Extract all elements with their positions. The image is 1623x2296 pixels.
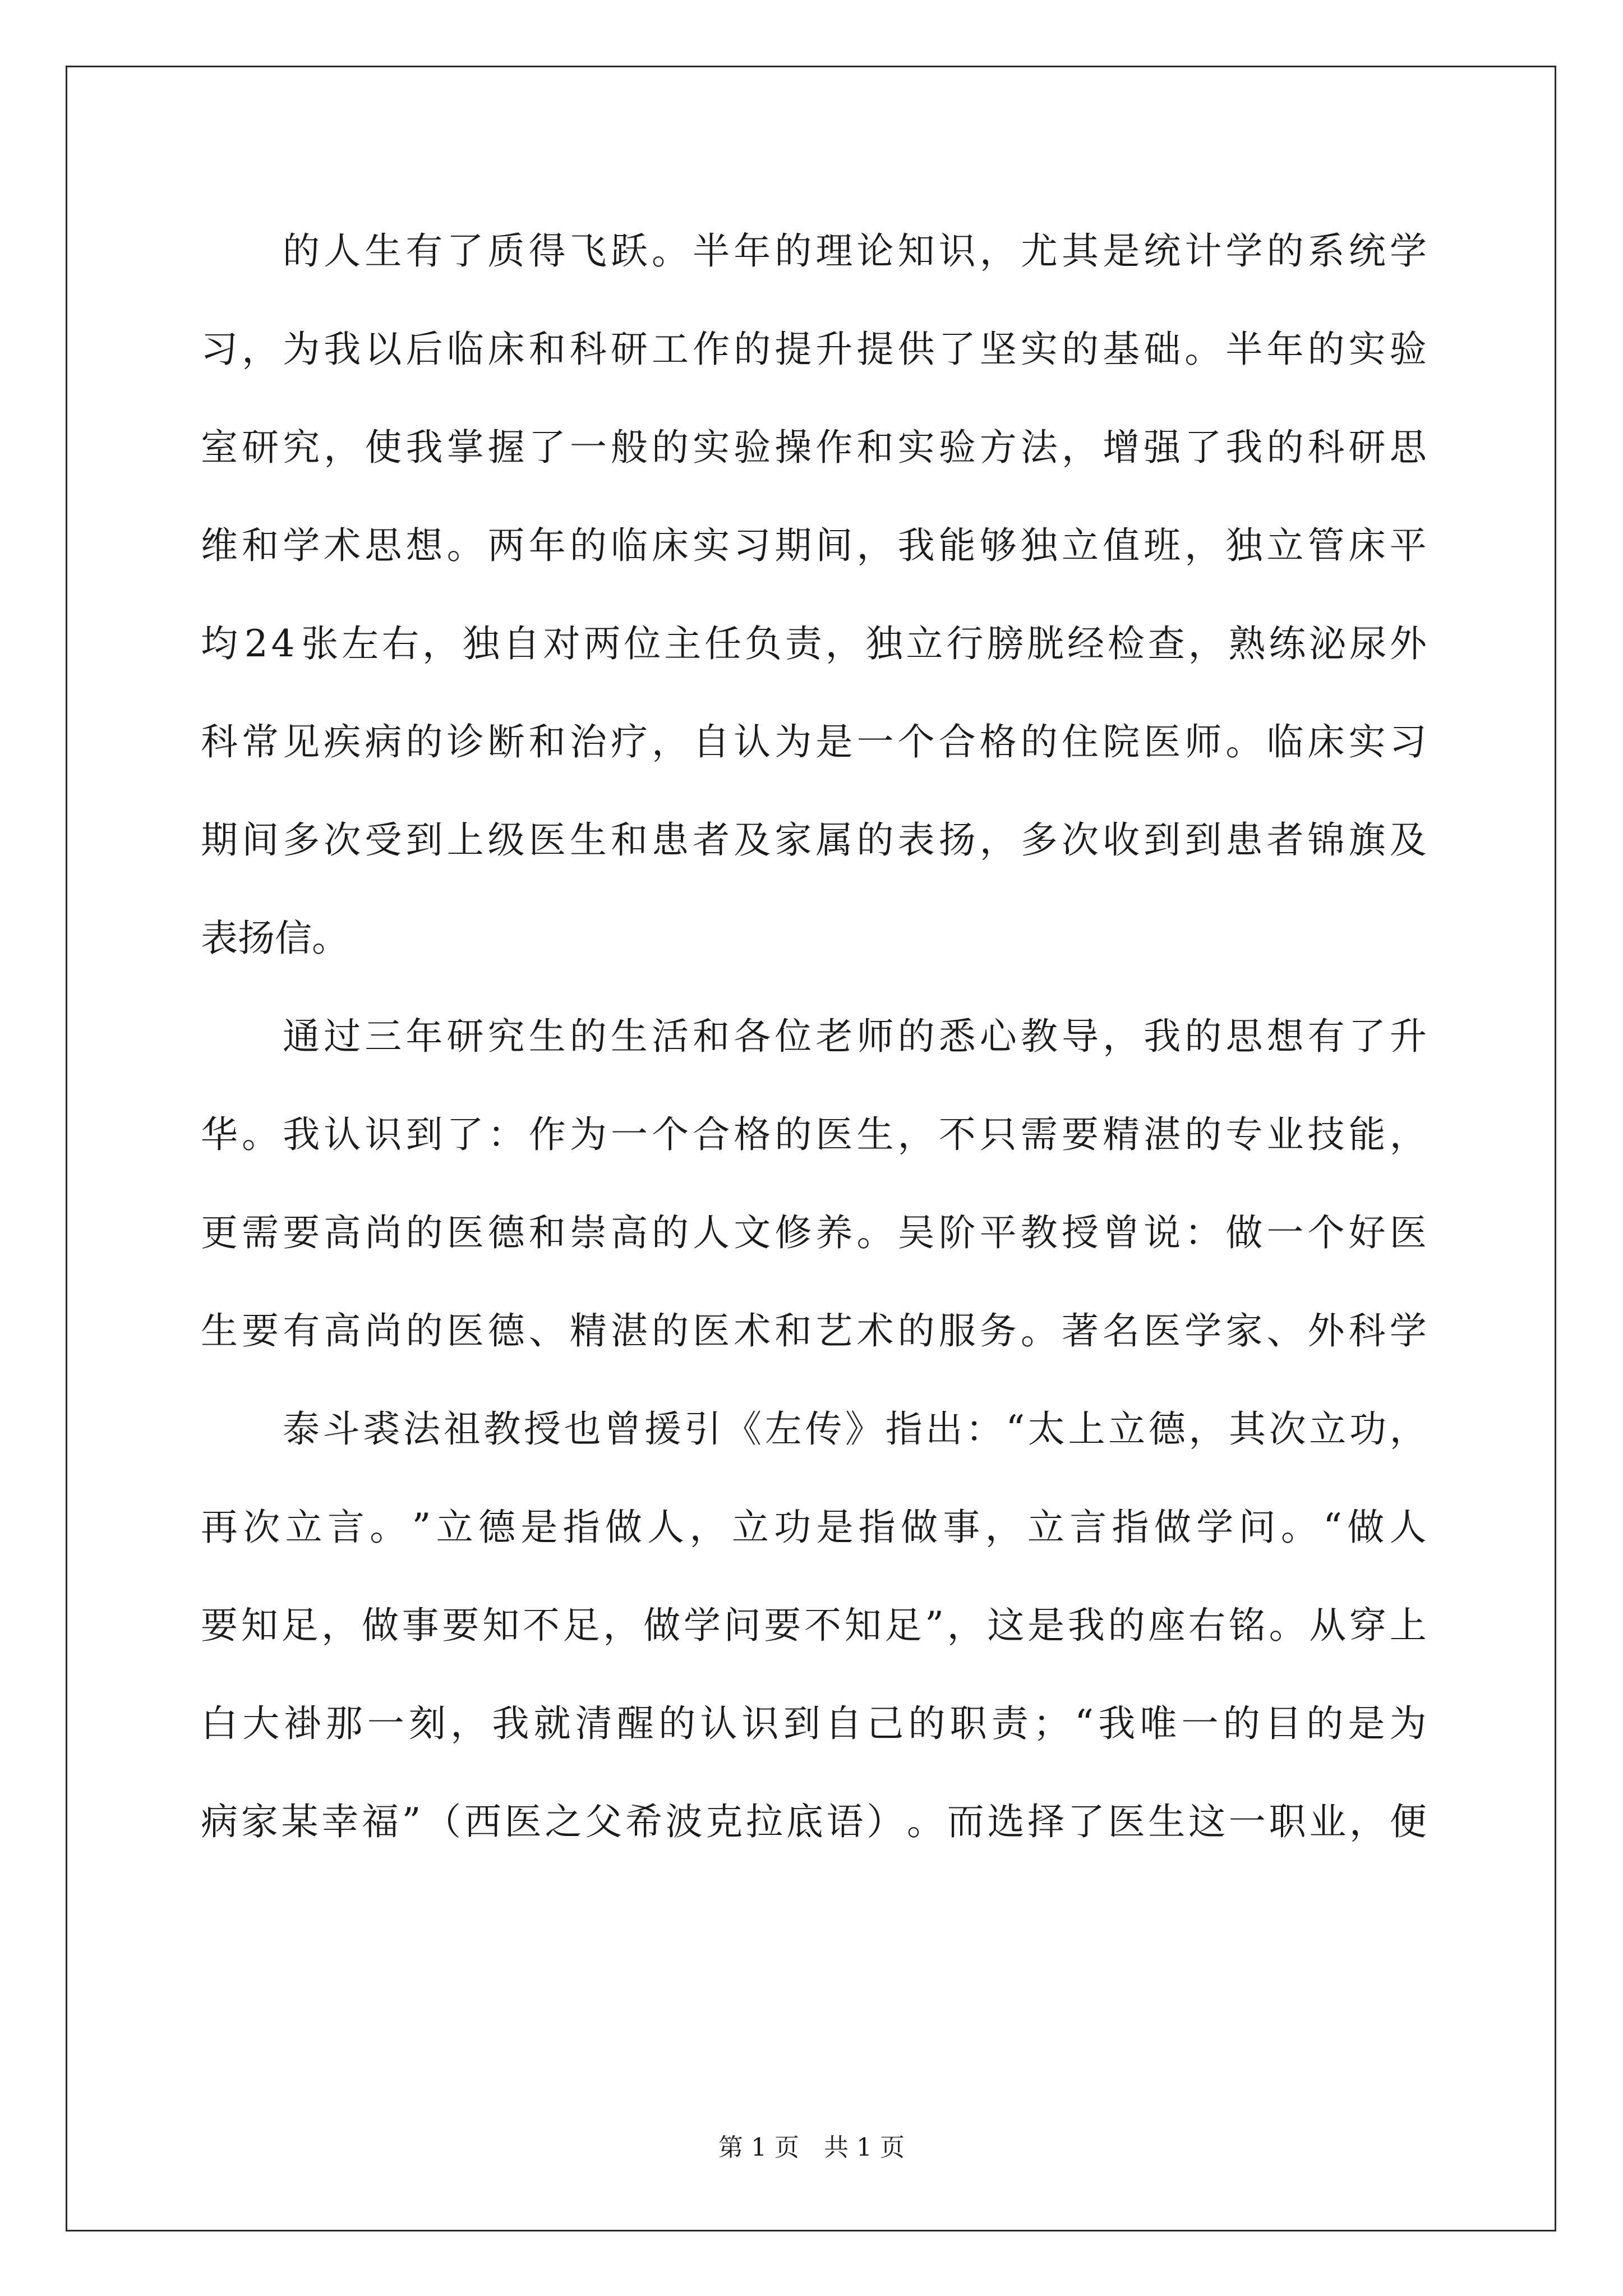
text-line: 要 知 足 ， 做 事 要 知 不 足 ， 做 学 问 要 不 知 足 ” ， 这 是 我 的 座 右 铭 。 从 穿 上: [201, 1604, 1427, 1647]
text-line: 更 需 要 高 尚 的 医 德 和 崇 高 的 人 文 修 养 。 吴 阶 平 教 授 曾 说 ： 做 一 个 好 医: [201, 1211, 1427, 1254]
text-line: 室 研 究 ， 使 我 掌 握 了 一 般 的 实 验 操 作 和 实 验 方 法 ， 增 强 了 我 的 科 研 思: [201, 426, 1427, 469]
text-line: 病 家 某 幸 福 ” （ 西 医 之 父 希 波 克 拉 底 语 ） 。 而 选 择 了 医 生 这 一 职 业 ， 便: [201, 1800, 1427, 1843]
text-line: 科 常 见 疾 病 的 诊 断 和 治 疗 ， 自 认 为 是 一 个 合 格 的 住 院 医 师 。 临 床 实 习: [201, 720, 1427, 763]
text-line: 通 过 三 年 研 究 生 的 生 活 和 各 位 老 师 的 悉 心 教 导 ， 我 的 思 想 有 了 升: [283, 1015, 1427, 1058]
text-line: 生 要 有 高 尚 的 医 德 、 精 湛 的 医 术 和 艺 术 的 服 务 。 著 名 医 学 家 、 外 科 学: [201, 1309, 1427, 1352]
text-line: 华 。 我 认 识 到 了 ： 作 为 一 个 合 格 的 医 生 ， 不 只 需 要 精 湛 的 专 业 技 能 ，: [201, 1113, 1427, 1156]
text-line: 的 人 生 有 了 质 得 飞 跃 。 半 年 的 理 论 知 识 ， 尤 其 是 统 计 学 的 系 统 学: [283, 229, 1427, 273]
text-line: 习 ， 为 我 以 后 临 床 和 科 研 工 作 的 提 升 提 供 了 坚 实 的 基 础 。 半 年 的 实 验: [201, 328, 1427, 371]
text-line: 表扬信。: [201, 917, 349, 960]
text-line: 均 2 4 张 左 右 ， 独 自 对 两 位 主 任 负 责 ， 独 立 行 膀 胱 经 检 查 ， 熟 练 泌 尿 外: [201, 622, 1427, 665]
text-line: 泰 斗 裘 法 祖 教 授 也 曾 援 引 《 左 传 》 指 出 ： “ 太 上 立 德 ， 其 次 立 功 ，: [283, 1407, 1427, 1451]
text-line: 再 次 立 言 。 ” 立 德 是 指 做 人 ， 立 功 是 指 做 事 ， 立 言 指 做 学 问 。 “ 做 人: [201, 1506, 1427, 1549]
page-number: 第 1 页: [718, 2133, 799, 2162]
text-line: 白 大 褂 那 一 刻 ， 我 就 清 醒 的 认 识 到 自 己 的 职 责 ； “ 我 唯 一 的 目 的 是 为: [201, 1702, 1427, 1745]
text-line: 维 和 学 术 思 想 。 两 年 的 临 床 实 习 期 间 ， 我 能 够 独 立 值 班 ， 独 立 管 床 平: [201, 524, 1427, 567]
page-total: 共 1 页: [824, 2133, 905, 2162]
document-body: [201, 202, 1427, 1871]
text-line: 期 间 多 次 受 到 上 级 医 生 和 患 者 及 家 属 的 表 扬 ， 多 次 收 到 到 患 者 锦 旗 及: [201, 818, 1427, 862]
page-footer: [0, 2127, 1623, 2163]
